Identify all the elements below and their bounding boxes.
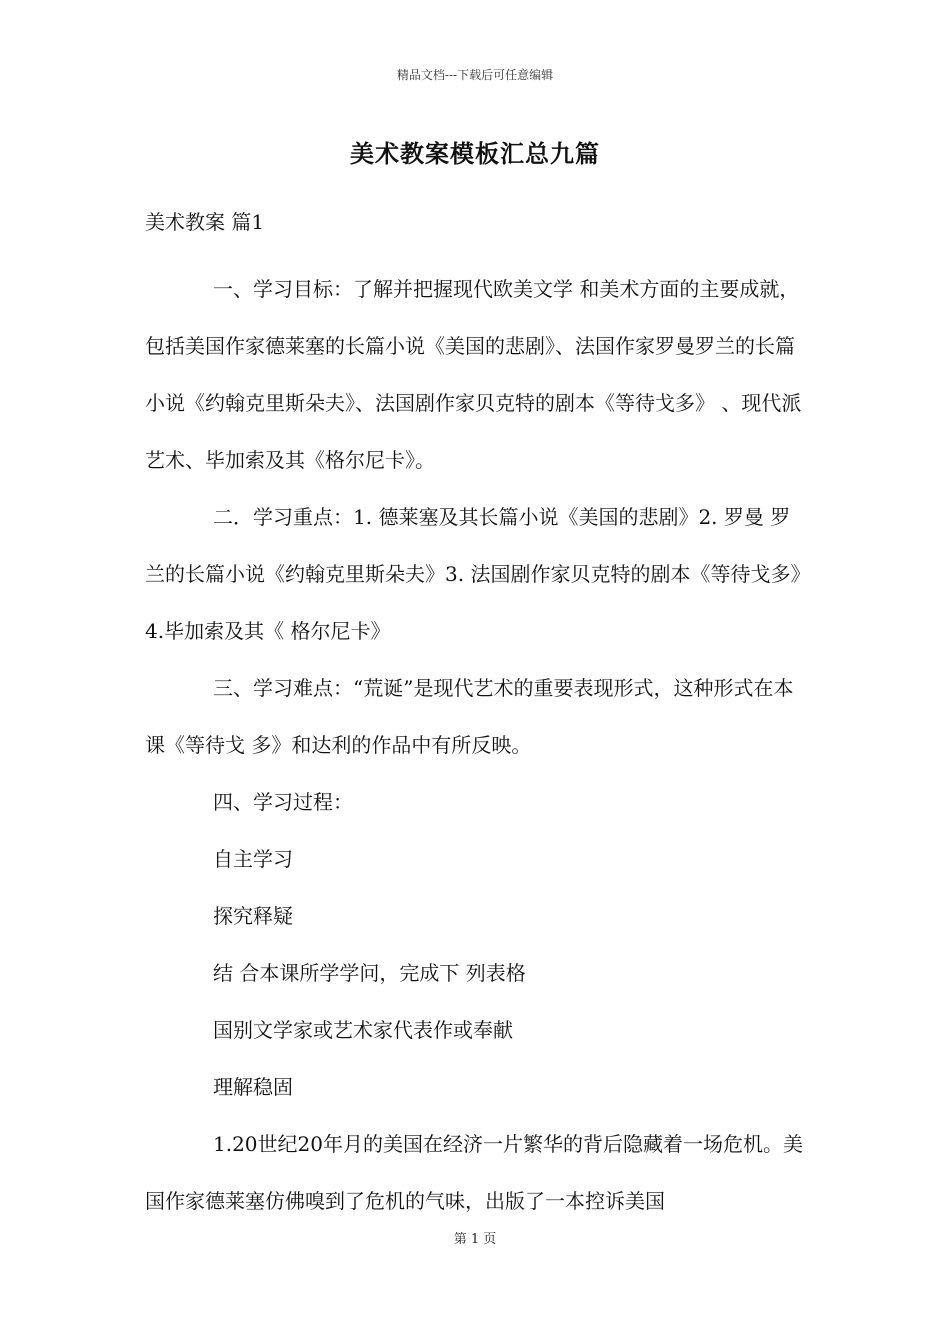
line-table-header: 国别文学家或艺术家代表作或奉献 [213,1018,513,1042]
header-note: 精品文档---下载后可任意编辑 [396,68,554,82]
document-title: 美术教案模板汇总九篇 [350,139,600,168]
paragraph-learning-focus: 二．学习重点：1. 德莱塞及其长篇小说《美国的悲剧》2. 罗曼 罗兰的长篇小说《约翰克里斯朵夫》3. 法国剧作家贝克特的剧本《等待戈多》4.毕加索及其《 格尔尼卡》 [145,505,801,643]
line-complete-table: 结 合本课所学学问，完成下 列表格 [213,961,526,985]
paragraph-learning-difficulty: 三、学习难点：“荒诞”是现代艺术的重要表现形式，这种形式在本课《等待戈 多》和达利的作品中有所反映。 [145,676,794,757]
line-inquiry: 探究释疑 [213,904,293,928]
line-self-study: 自主学习 [213,847,293,871]
section-label: 美术教案 篇1 [145,210,265,234]
paragraph-question-1: 1.20世纪20年月的美国在经济一片繁华的背后隐藏着一场危机。美国作家德莱塞仿佛嗅到了危机的气味，出版了一本控诉美国 [145,1132,803,1213]
paragraph-learning-goals: 一、学习目标：了解并把握现代欧美文学 和美术方面的主要成就，包括美国作家德莱塞的长篇小说《美国的悲剧》、法国作家罗曼罗兰的长篇小说《约翰克里斯朵夫》、法国剧作家贝克特的剧本《等待戈多》 、现代派艺术、毕加索及其《格尔尼卡》。 [145,277,802,472]
line-consolidate: 理解稳固 [213,1075,293,1099]
page-number: 第 1 页 [453,1232,497,1247]
document-body [145,204,807,1230]
line-learning-process: 四、学习过程： [213,790,353,814]
